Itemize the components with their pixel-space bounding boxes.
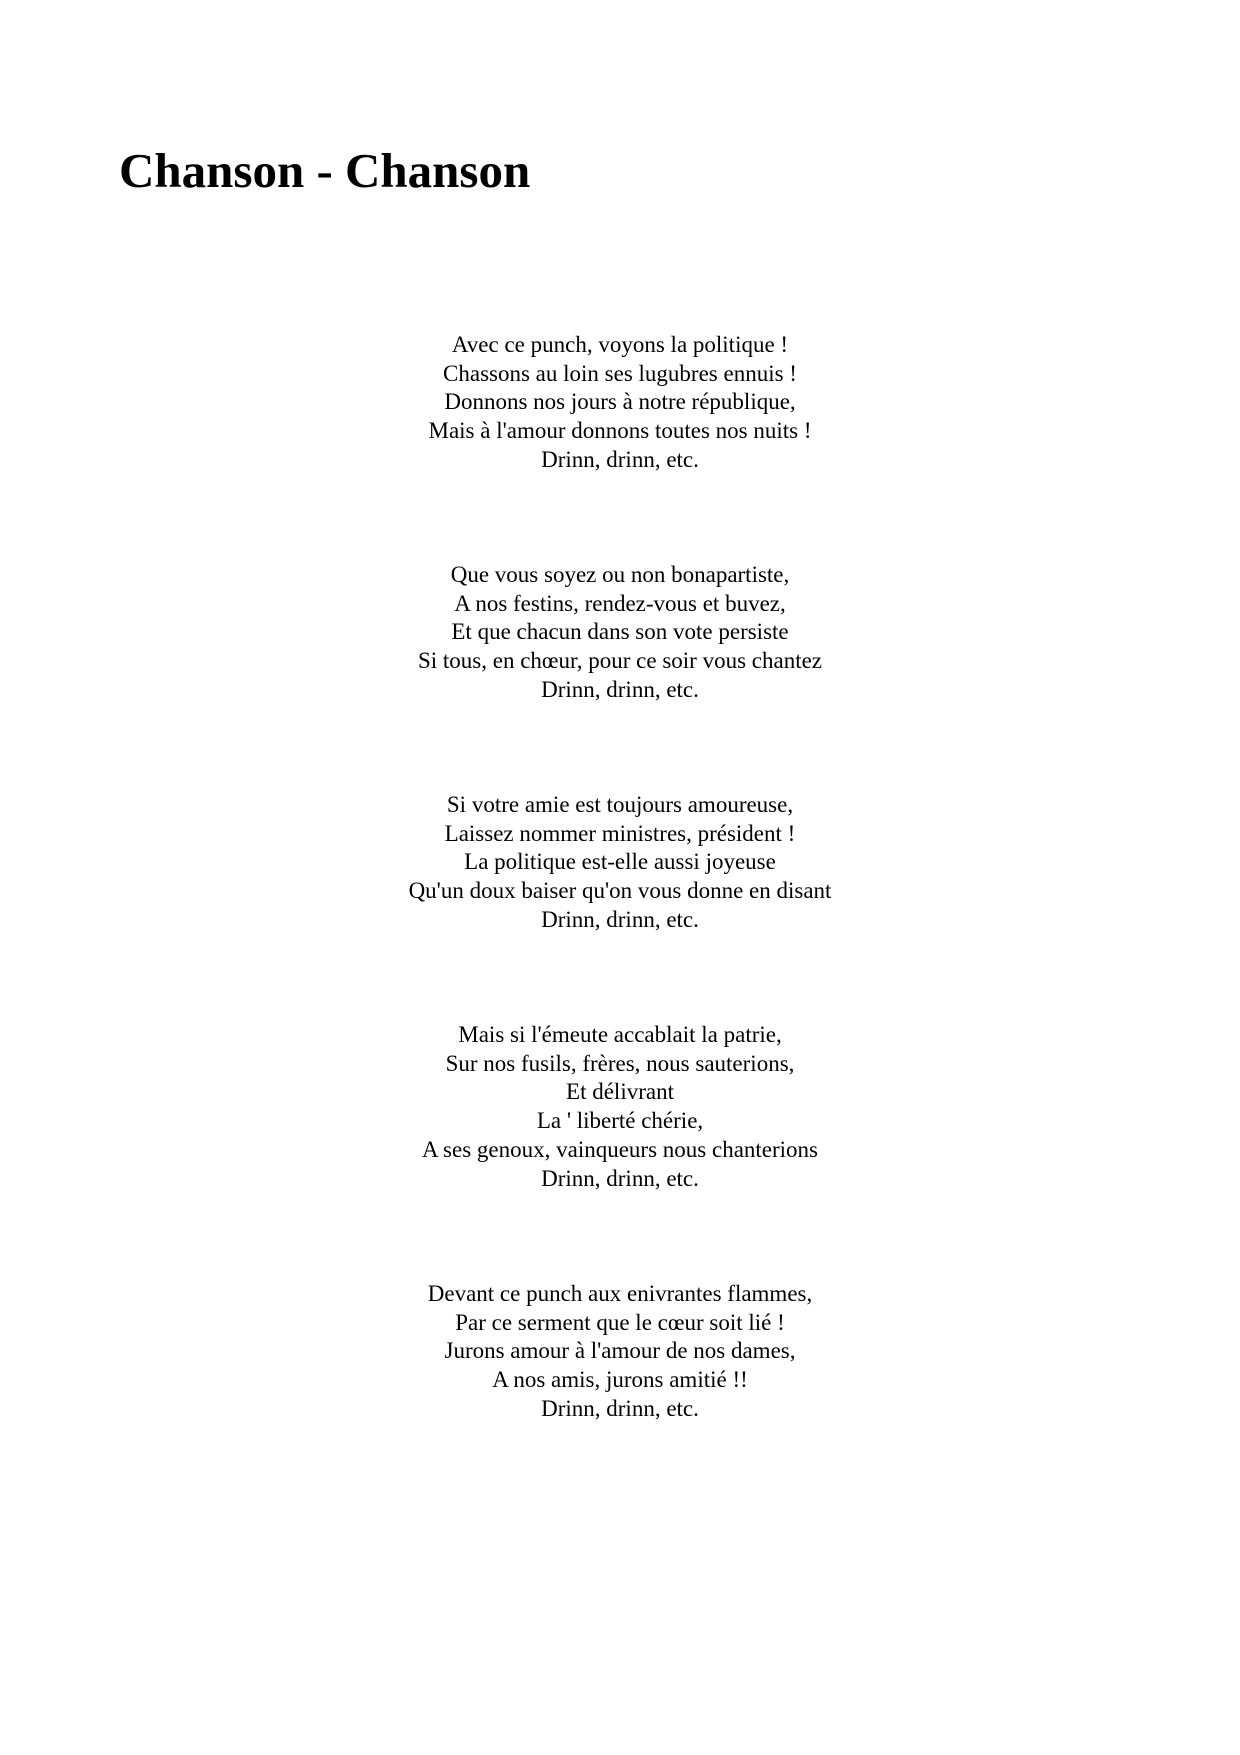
- verse-line: Mais si l'émeute accablait la patrie,: [458, 1022, 782, 1047]
- page-title: Chanson - Chanson: [119, 143, 531, 198]
- stanza-4: [320, 1021, 920, 1193]
- verse-line: A nos festins, rendez-vous et buvez,: [454, 590, 786, 616]
- verse-line: Laissez nommer ministres, président !: [444, 820, 796, 846]
- verse-line: La ' liberté chérie,: [536, 1108, 704, 1134]
- verse-line: A nos amis, jurons amitié !!: [492, 1367, 748, 1393]
- stanza-5: [320, 1280, 920, 1424]
- refrain-line: Drinn, drinn, etc.: [541, 1165, 699, 1191]
- verse-line: Si tous, en chœur, pour ce soir vous chantez: [417, 648, 823, 674]
- verse-line: Qu'un doux baiser qu'on vous donne en disant: [408, 878, 832, 904]
- stanza-3: [320, 791, 920, 935]
- refrain-line: Drinn, drinn, etc.: [541, 1395, 699, 1421]
- verse-line: A ses genoux, vainqueurs nous chanterions: [421, 1136, 819, 1162]
- verse-line: Par ce serment que le cœur soit lié !: [455, 1309, 785, 1335]
- verse-line: Si votre amie est toujours amoureuse,: [446, 792, 794, 817]
- refrain-line: Drinn, drinn, etc.: [541, 446, 699, 472]
- verse-line: Sur nos fusils, frères, nous sauterions,: [445, 1050, 795, 1076]
- stanza-2: [320, 561, 920, 705]
- verse-line: Et délivrant: [566, 1079, 674, 1105]
- verse-line: Mais à l'amour donnons toutes nos nuits !: [428, 418, 812, 444]
- refrain-line: Drinn, drinn, etc.: [541, 676, 699, 702]
- stanza-1: [320, 331, 920, 475]
- verse-line: Que vous soyez ou non bonapartiste,: [450, 562, 790, 587]
- verse-line: Jurons amour à l'amour de nos dames,: [444, 1338, 796, 1364]
- verse-line: Chassons au loin ses lugubres ennuis !: [443, 360, 797, 386]
- verse-line: Avec ce punch, voyons la politique !: [451, 332, 789, 357]
- verse-line: La politique est-elle aussi joyeuse: [464, 849, 776, 875]
- verse-line: Devant ce punch aux enivrantes flammes,: [427, 1281, 813, 1306]
- refrain-line: Drinn, drinn, etc.: [541, 906, 699, 932]
- verse-line: Donnons nos jours à notre république,: [444, 389, 796, 415]
- verse-line: Et que chacun dans son vote persiste: [451, 619, 789, 645]
